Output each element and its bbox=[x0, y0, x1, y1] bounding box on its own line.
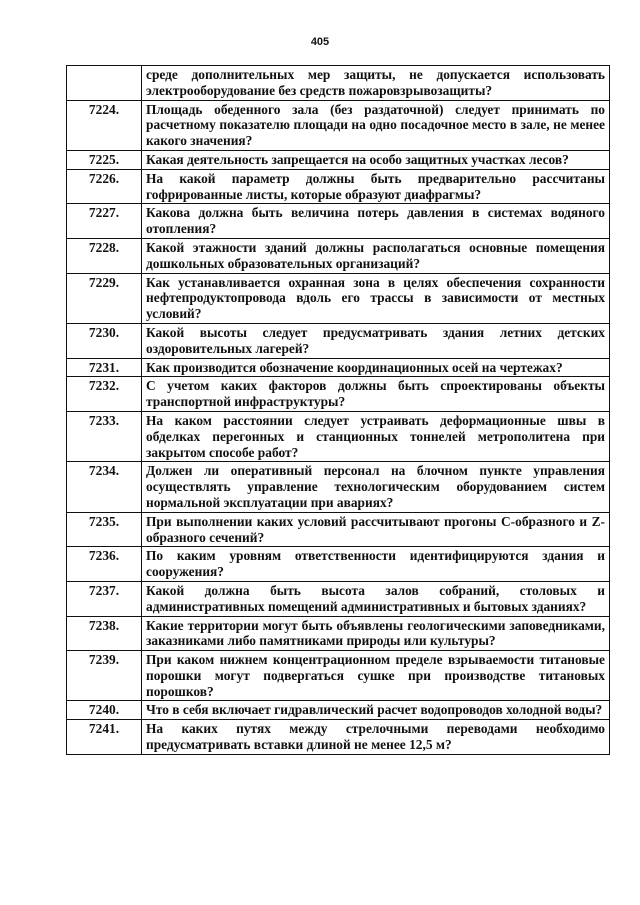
question-text: Что в себя включает гидравлический расчет водопроводов холодной воды? bbox=[142, 701, 610, 720]
question-number: 7227. bbox=[67, 204, 142, 239]
question-number: 7232. bbox=[67, 377, 142, 412]
question-text: На каких путях между стрелочными переводами необходимо предусматривать вставки длиной не менее 12,5 м? bbox=[142, 720, 610, 755]
table-row bbox=[67, 323, 610, 358]
table-row bbox=[67, 462, 610, 512]
page-number: 405 bbox=[310, 36, 330, 48]
table-row bbox=[67, 411, 610, 461]
question-number: 7230. bbox=[67, 323, 142, 358]
question-text: На какой параметр должны быть предварительно рассчитаны гофрированные листы, которые образуют диафрагмы? bbox=[142, 169, 610, 204]
question-text: Должен ли оперативный персонал на блочном пункте управления осуществлять управление технологическим оборудованием систем нормальной эксплуатации при авариях? bbox=[142, 462, 610, 512]
table-row bbox=[67, 616, 610, 651]
table-row bbox=[67, 66, 610, 101]
question-number: 7225. bbox=[67, 150, 142, 169]
question-number: 7235. bbox=[67, 512, 142, 547]
question-text: Какова должна быть величина потерь давления в системах водяного отопления? bbox=[142, 204, 610, 239]
question-text: Какая деятельность запрещается на особо защитных участках лесов? bbox=[142, 150, 610, 169]
table-row bbox=[67, 651, 610, 701]
question-text: Как устанавливается охранная зона в целях обеспечения сохранности нефтепродуктопровода вдоль его трассы в зависимости от местных условий? bbox=[142, 273, 610, 323]
question-text: Какой высоты следует предусматривать здания летних детских оздоровительных лагерей? bbox=[142, 323, 610, 358]
question-text: Какой должна быть высота залов собраний, столовых и административных помещений административных и бытовых зданиях? bbox=[142, 581, 610, 616]
questions-table-body bbox=[67, 66, 610, 755]
table-row bbox=[67, 150, 610, 169]
question-number: 7238. bbox=[67, 616, 142, 651]
table-row bbox=[67, 204, 610, 239]
question-number: 7228. bbox=[67, 238, 142, 273]
table-row bbox=[67, 701, 610, 720]
question-text: С учетом каких факторов должны быть спроектированы объекты транспортной инфраструктуры? bbox=[142, 377, 610, 412]
question-number: 7233. bbox=[67, 411, 142, 461]
table-row bbox=[67, 547, 610, 582]
question-text: Как производится обозначение координационных осей на чертежах? bbox=[142, 358, 610, 377]
question-text: На каком расстоянии следует устраивать деформационные швы в обделках перегонных и станционных тоннелей метрополитена при закрытом способе работ? bbox=[142, 411, 610, 461]
table-row bbox=[67, 238, 610, 273]
question-text: Какие территории могут быть объявлены геологическими заповедниками, заказниками либо памятниками природы или культуры? bbox=[142, 616, 610, 651]
question-number: 7240. bbox=[67, 701, 142, 720]
question-number: 7226. bbox=[67, 169, 142, 204]
question-text: По каким уровням ответственности идентифицируются здания и сооружения? bbox=[142, 547, 610, 582]
table-row bbox=[67, 581, 610, 616]
question-number: 7229. bbox=[67, 273, 142, 323]
question-text: среде дополнительных мер защиты, не допускается использовать электрооборудование без средств пожаровзрывозащиты? bbox=[142, 66, 610, 101]
table-row bbox=[67, 100, 610, 150]
question-number: 7224. bbox=[67, 100, 142, 150]
question-number: 7241. bbox=[67, 720, 142, 755]
question-number: 7237. bbox=[67, 581, 142, 616]
table-row bbox=[67, 273, 610, 323]
table-row bbox=[67, 169, 610, 204]
questions-table bbox=[66, 65, 610, 755]
question-number: 7234. bbox=[67, 462, 142, 512]
question-text: При каком нижнем концентрационном пределе взрываемости титановые порошки могут подвергаться сушке при производстве титановых порошков? bbox=[142, 651, 610, 701]
question-text: Какой этажности зданий должны располагаться основные помещения дошкольных образовательных организаций? bbox=[142, 238, 610, 273]
table-row bbox=[67, 512, 610, 547]
question-text: При выполнении каких условий рассчитывают прогоны С-образного и Z-образного сечений? bbox=[142, 512, 610, 547]
question-number: 7231. bbox=[67, 358, 142, 377]
question-number bbox=[67, 66, 142, 101]
question-number: 7239. bbox=[67, 651, 142, 701]
table-row bbox=[67, 377, 610, 412]
table-row bbox=[67, 720, 610, 755]
table-row bbox=[67, 358, 610, 377]
question-text: Площадь обеденного зала (без раздаточной) следует принимать по расчетному показателю площади на одно посадочное место в зале, не менее какого значения? bbox=[142, 100, 610, 150]
question-number: 7236. bbox=[67, 547, 142, 582]
